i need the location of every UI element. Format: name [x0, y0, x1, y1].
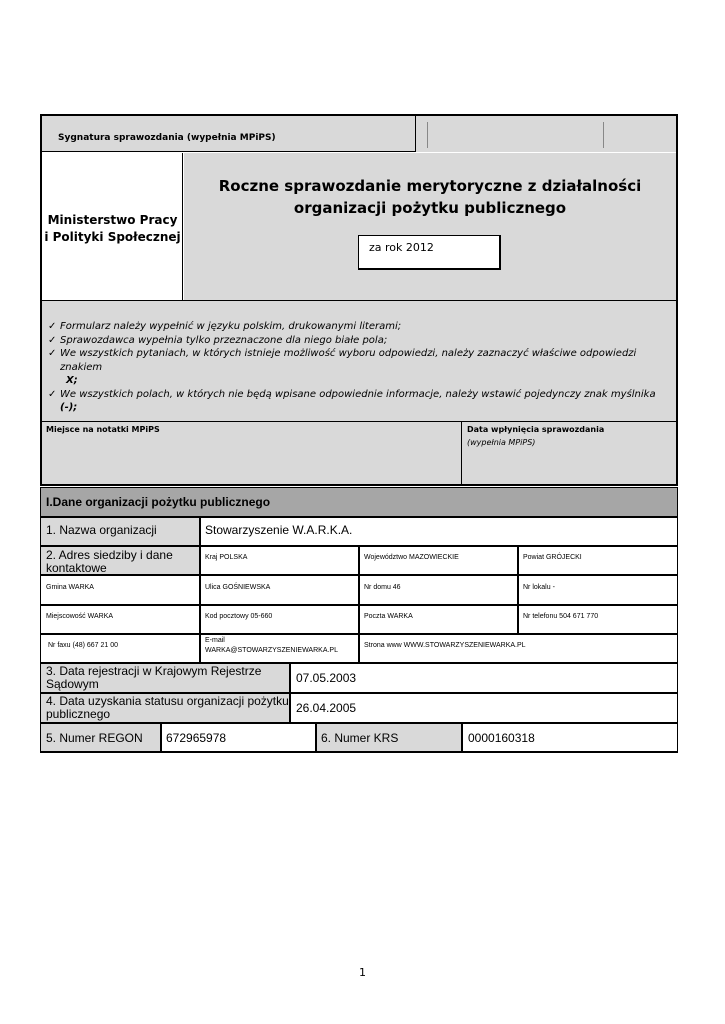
- email-value: WARKA@STOWARZYSZENIEWARKA.PL: [205, 647, 338, 654]
- flat-no-value: Nr lokalu -: [523, 584, 555, 591]
- www-field[interactable]: [359, 634, 678, 663]
- org-name-field[interactable]: [200, 517, 678, 546]
- phone-value: Nr telefonu 504 671 770: [523, 613, 599, 620]
- received-date-sub: (wypełnia MPiPS): [467, 438, 536, 447]
- postcode-value: Kod pocztowy 05-660: [205, 613, 273, 620]
- section1-title: I.Dane organizacji pożytku publicznego: [46, 495, 271, 509]
- regon-value: 672965978: [166, 731, 227, 745]
- opp-date-label: 4. Data uzyskania statusu organizacji pożytku publicznego: [46, 694, 289, 721]
- country-value: Kraj POLSKA: [205, 554, 248, 561]
- county-field[interactable]: [518, 546, 678, 575]
- regon-field[interactable]: [161, 723, 316, 753]
- county-value: Powiat GRÓJECKI: [523, 554, 582, 561]
- opp-date-value: 26.04.2005: [296, 701, 357, 715]
- krs-date-field[interactable]: [290, 663, 678, 693]
- section1-header: [40, 487, 678, 517]
- krs-label-cell: [316, 723, 462, 753]
- ministry-line1: Ministerstwo Pracy: [47, 213, 178, 227]
- check-icon: ✓: [48, 321, 57, 332]
- check-icon: ✓: [48, 348, 57, 359]
- krs-label: 6. Numer KRS: [321, 731, 399, 745]
- opp-date-label-cell: [40, 693, 290, 723]
- email-field[interactable]: [200, 634, 359, 663]
- krs-date-value: 07.05.2003: [296, 671, 357, 685]
- email-label: E-mail: [205, 637, 225, 644]
- phone-field[interactable]: [518, 605, 678, 634]
- report-year-text: za rok 2012: [369, 241, 434, 254]
- check-icon: ✓: [48, 388, 57, 400]
- commune-field[interactable]: [40, 575, 200, 605]
- city-field[interactable]: [40, 605, 200, 634]
- commune-value: Gmina WARKA: [46, 584, 94, 591]
- www-value: Strona www WWW.STOWARZYSZENIEWARKA.PL: [364, 642, 526, 649]
- post-office-field[interactable]: [359, 605, 518, 634]
- post-office-value: Poczta WARKA: [364, 613, 413, 620]
- voivodeship-value: Województwo MAZOWIECKIE: [364, 554, 459, 561]
- signature-field-divider: [427, 122, 428, 148]
- krs-value: 0000160318: [468, 731, 535, 745]
- fax-field[interactable]: [40, 634, 200, 663]
- page-number: 1: [359, 966, 366, 979]
- house-no-field[interactable]: [359, 575, 518, 605]
- mpips-notes-label: Miejsce na notatki MPiPS: [46, 425, 160, 434]
- flat-no-field[interactable]: [518, 575, 678, 605]
- address-label: 2. Adres siedziby i dane kontaktowe: [46, 548, 173, 575]
- report-title-line2: organizacji pożytku publicznego: [293, 199, 567, 217]
- signature-label: Sygnatura sprawozdania (wypełnia MPiPS): [58, 133, 276, 143]
- city-value: Miejscowość WARKA: [46, 613, 114, 620]
- regon-label: 5. Numer REGON: [46, 731, 143, 745]
- voivodeship-field[interactable]: [359, 546, 518, 575]
- report-year-field[interactable]: [358, 235, 501, 270]
- check-icon: ✓: [48, 334, 57, 346]
- fax-value: Nr faxu (48) 667 21 00: [48, 642, 119, 649]
- instruction-item: ✓ We wszystkich pytaniach, w których istnieje możliwość wyboru odpowiedzi, należy zaznaczyć właściwe odpowiedzi znakiem X;: [48, 348, 637, 386]
- instruction-item: ✓ Sprawozdawca wypełnia tylko przeznaczone dla niego białe pola;: [48, 334, 388, 346]
- instruction-dash: (-);: [60, 402, 78, 413]
- instruction-mark-x: X;: [66, 375, 78, 386]
- ministry-name: [42, 212, 183, 246]
- org-name-label: 1. Nazwa organizacji: [46, 523, 157, 537]
- opp-date-field[interactable]: [290, 693, 678, 723]
- instruction-item: ✓ We wszystkich polach, w których nie będą wpisane odpowiednie informacje, należy wstawić pojedynczy znak myślnika (-);: [48, 388, 656, 413]
- org-name-value: Stowarzyszenie W.A.R.K.A.: [205, 523, 353, 537]
- street-field[interactable]: [200, 575, 359, 605]
- signature-field[interactable]: [415, 116, 676, 152]
- regon-label-cell: [40, 723, 161, 753]
- krs-date-label: 3. Data rejestracji w Krajowym Rejestrze Sądowym: [46, 664, 262, 691]
- org-name-label-cell: [40, 517, 200, 546]
- notes-divider: [461, 421, 462, 484]
- instruction-item: ✓ Formularz należy wypełnić w języku polskim, drukowanymi literami;: [48, 321, 402, 332]
- signature-field-divider: [603, 122, 604, 148]
- postcode-field[interactable]: [200, 605, 359, 634]
- street-value: Ulica GOŚNIEWSKA: [205, 584, 271, 591]
- krs-field[interactable]: [462, 723, 678, 753]
- instructions-list: [48, 320, 673, 415]
- address-label-cell: [40, 546, 200, 575]
- ministry-line2: i Polityki Społecznej: [44, 230, 181, 244]
- report-title-line1: Roczne sprawozdanie merytoryczne z działalności: [218, 177, 642, 195]
- krs-date-label-cell: [40, 663, 290, 693]
- house-no-value: Nr domu 46: [364, 584, 401, 591]
- received-date-label: Data wpłynięcia sprawozdania: [467, 425, 605, 434]
- report-title: [184, 175, 676, 219]
- country-field[interactable]: [200, 546, 359, 575]
